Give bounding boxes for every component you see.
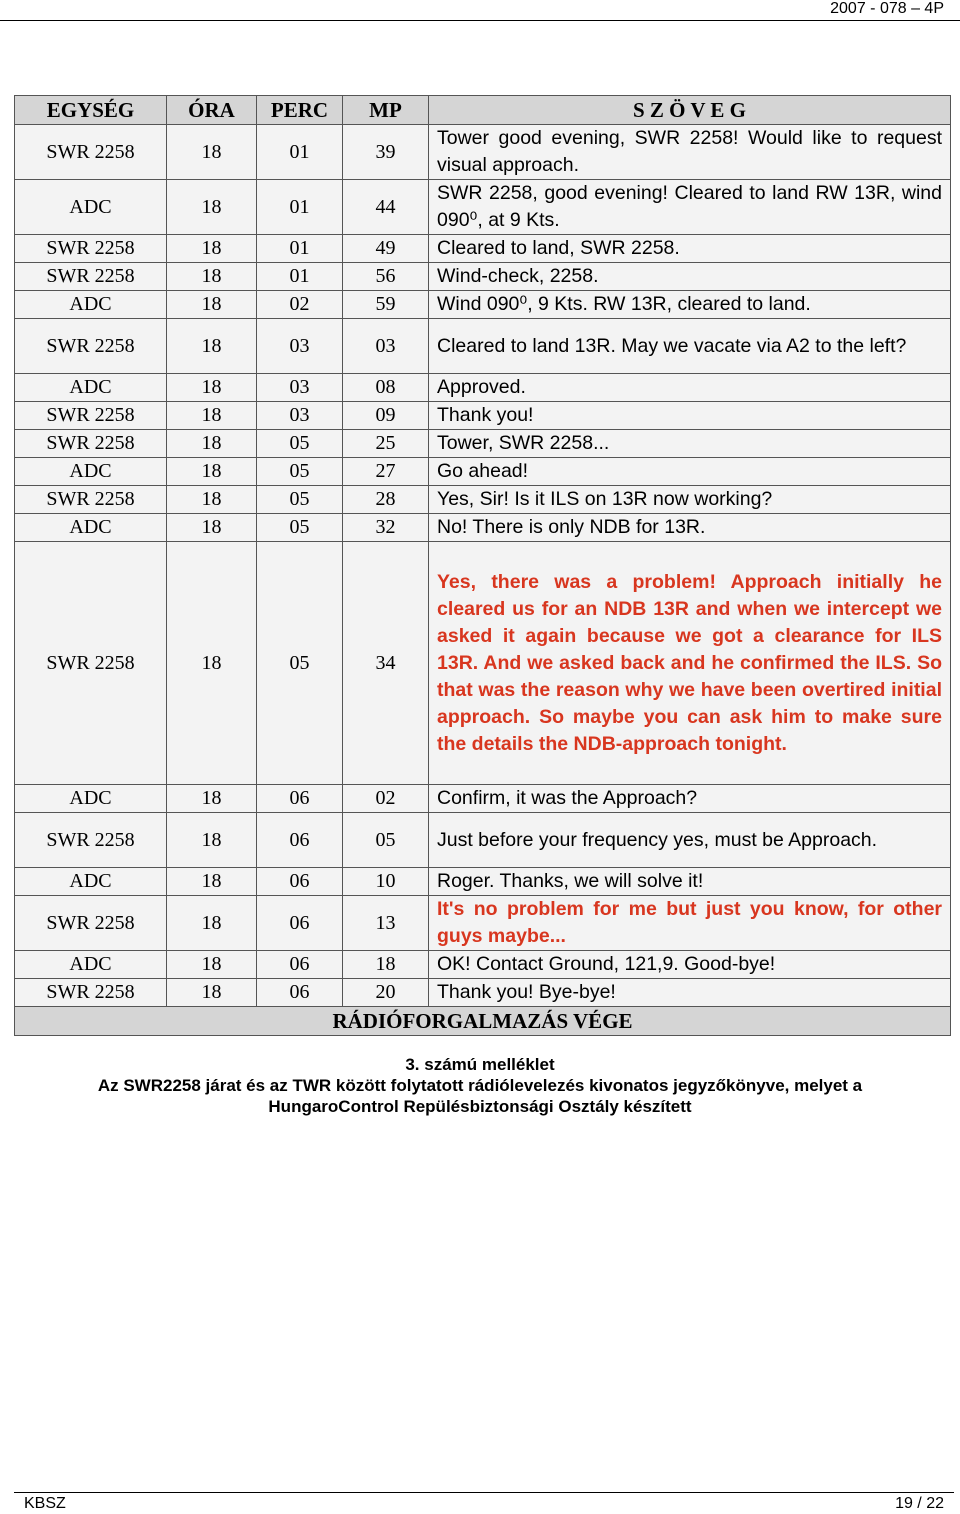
cell-unit: SWR 2258: [15, 235, 167, 263]
table-row: [15, 868, 951, 896]
table-row: [15, 180, 951, 235]
cell-text: Wind-check, 2258.: [429, 263, 951, 291]
cell-second: 08: [343, 374, 429, 402]
cell-text: Go ahead!: [429, 458, 951, 486]
table-row: [15, 263, 951, 291]
cell-hour: 18: [167, 486, 257, 514]
footer-organization: KBSZ: [24, 1495, 66, 1512]
cell-minute: 01: [257, 180, 343, 235]
cell-text: Wind 090⁰, 9 Kts. RW 13R, cleared to land.: [429, 291, 951, 319]
cell-unit: ADC: [15, 951, 167, 979]
figure-caption: [0, 1054, 960, 1117]
cell-minute: 05: [257, 542, 343, 785]
cell-minute: 03: [257, 319, 343, 374]
cell-unit: ADC: [15, 785, 167, 813]
cell-unit: SWR 2258: [15, 542, 167, 785]
radio-log-table: [14, 95, 951, 1036]
document-reference: 2007 - 078 – 4P: [830, 0, 944, 17]
cell-minute: 01: [257, 235, 343, 263]
col-header-minute: PERC: [257, 96, 343, 125]
cell-minute: 05: [257, 458, 343, 486]
col-header-hour: ÓRA: [167, 96, 257, 125]
table-row: [15, 458, 951, 486]
cell-second: 05: [343, 813, 429, 868]
col-header-unit: EGYSÉG: [15, 96, 167, 125]
cell-second: 32: [343, 514, 429, 542]
cell-second: 09: [343, 402, 429, 430]
cell-hour: 18: [167, 813, 257, 868]
cell-text: Just before your frequency yes, must be Approach.: [429, 813, 951, 868]
cell-minute: 06: [257, 785, 343, 813]
cell-second: 34: [343, 542, 429, 785]
cell-hour: 18: [167, 430, 257, 458]
cell-unit: ADC: [15, 291, 167, 319]
cell-unit: SWR 2258: [15, 125, 167, 180]
cell-minute: 01: [257, 263, 343, 291]
table-row: [15, 896, 951, 951]
cell-text: Tower, SWR 2258...: [429, 430, 951, 458]
cell-hour: 18: [167, 896, 257, 951]
table-row: [15, 785, 951, 813]
page-footer: [14, 1492, 954, 1514]
caption-description-line1: Az SWR2258 járat és az TWR között folytatott rádiólevelezés kivonatos jegyzőkönyve, melyet a: [97, 1076, 863, 1095]
radio-log-scan: [14, 95, 950, 1033]
table-row: [15, 125, 951, 180]
cell-hour: 18: [167, 125, 257, 180]
cell-hour: 18: [167, 458, 257, 486]
table-row: [15, 542, 951, 785]
table-row: [15, 951, 951, 979]
cell-second: 03: [343, 319, 429, 374]
cell-unit: ADC: [15, 374, 167, 402]
caption-annex-number: 3. számú melléklet: [405, 1055, 555, 1074]
cell-second: 18: [343, 951, 429, 979]
cell-minute: 06: [257, 868, 343, 896]
cell-text: Thank you!: [429, 402, 951, 430]
end-of-transmission-label: RÁDIÓFORGALMAZÁS VÉGE: [15, 1007, 951, 1036]
table-header-row: [15, 96, 951, 125]
cell-unit: SWR 2258: [15, 319, 167, 374]
cell-text: OK! Contact Ground, 121,9. Good-bye!: [429, 951, 951, 979]
cell-text: Confirm, it was the Approach?: [429, 785, 951, 813]
cell-minute: 01: [257, 125, 343, 180]
cell-hour: 18: [167, 402, 257, 430]
table-row: [15, 291, 951, 319]
cell-unit: SWR 2258: [15, 430, 167, 458]
cell-minute: 05: [257, 430, 343, 458]
cell-second: 13: [343, 896, 429, 951]
cell-text: No! There is only NDB for 13R.: [429, 514, 951, 542]
cell-second: 10: [343, 868, 429, 896]
table-row: [15, 430, 951, 458]
table-row: [15, 486, 951, 514]
table-row: [15, 374, 951, 402]
caption-description-line2: HungaroControl Repülésbiztonsági Osztály készített: [268, 1097, 692, 1116]
table-row: [15, 514, 951, 542]
cell-unit: SWR 2258: [15, 263, 167, 291]
cell-text: Approved.: [429, 374, 951, 402]
cell-text: SWR 2258, good evening! Cleared to land RW 13R, wind 090⁰, at 9 Kts.: [429, 180, 951, 235]
cell-text: Roger. Thanks, we will solve it!: [429, 868, 951, 896]
cell-hour: 18: [167, 979, 257, 1007]
cell-hour: 18: [167, 263, 257, 291]
cell-minute: 06: [257, 813, 343, 868]
cell-hour: 18: [167, 542, 257, 785]
cell-second: 59: [343, 291, 429, 319]
cell-hour: 18: [167, 291, 257, 319]
cell-hour: 18: [167, 785, 257, 813]
cell-text: Thank you! Bye-bye!: [429, 979, 951, 1007]
cell-second: 56: [343, 263, 429, 291]
cell-text: Tower good evening, SWR 2258! Would like to request visual approach.: [429, 125, 951, 180]
cell-minute: 03: [257, 402, 343, 430]
cell-second: 49: [343, 235, 429, 263]
cell-hour: 18: [167, 951, 257, 979]
cell-unit: ADC: [15, 514, 167, 542]
cell-unit: ADC: [15, 180, 167, 235]
cell-unit: ADC: [15, 458, 167, 486]
table-body: [15, 125, 951, 1007]
cell-minute: 05: [257, 514, 343, 542]
cell-second: 02: [343, 785, 429, 813]
cell-hour: 18: [167, 374, 257, 402]
cell-text: Yes, there was a problem! Approach initially he cleared us for an NDB 13R and when we intercept we asked it again because we got a clearance for ILS 13R. And we asked back and he confirmed the ILS. So that was the reason why we have been overtired initial approach. So maybe you can ask him to make sure the details the NDB-approach tonight.: [429, 542, 951, 785]
cell-second: 44: [343, 180, 429, 235]
table-row: [15, 813, 951, 868]
cell-unit: SWR 2258: [15, 402, 167, 430]
cell-minute: 05: [257, 486, 343, 514]
cell-unit: SWR 2258: [15, 896, 167, 951]
cell-second: 27: [343, 458, 429, 486]
cell-text: Yes, Sir! Is it ILS on 13R now working?: [429, 486, 951, 514]
col-header-second: MP: [343, 96, 429, 125]
cell-minute: 06: [257, 979, 343, 1007]
cell-second: 28: [343, 486, 429, 514]
table-row: [15, 402, 951, 430]
cell-text: Cleared to land 13R. May we vacate via A2 to the left?: [429, 319, 951, 374]
cell-unit: SWR 2258: [15, 979, 167, 1007]
page-header: [0, 0, 960, 21]
cell-text: Cleared to land, SWR 2258.: [429, 235, 951, 263]
cell-hour: 18: [167, 514, 257, 542]
cell-hour: 18: [167, 180, 257, 235]
col-header-text: S Z Ö V E G: [429, 96, 951, 125]
cell-hour: 18: [167, 235, 257, 263]
cell-minute: 06: [257, 951, 343, 979]
cell-unit: ADC: [15, 868, 167, 896]
cell-second: 20: [343, 979, 429, 1007]
page-number: 19 / 22: [895, 1495, 944, 1512]
cell-hour: 18: [167, 319, 257, 374]
table-row: [15, 979, 951, 1007]
cell-minute: 03: [257, 374, 343, 402]
table-footer-row: [15, 1007, 951, 1036]
cell-text: It's no problem for me but just you know, for other guys maybe...: [429, 896, 951, 951]
cell-minute: 02: [257, 291, 343, 319]
cell-second: 25: [343, 430, 429, 458]
cell-unit: SWR 2258: [15, 813, 167, 868]
cell-hour: 18: [167, 868, 257, 896]
cell-unit: SWR 2258: [15, 486, 167, 514]
table-row: [15, 319, 951, 374]
cell-minute: 06: [257, 896, 343, 951]
table-row: [15, 235, 951, 263]
cell-second: 39: [343, 125, 429, 180]
